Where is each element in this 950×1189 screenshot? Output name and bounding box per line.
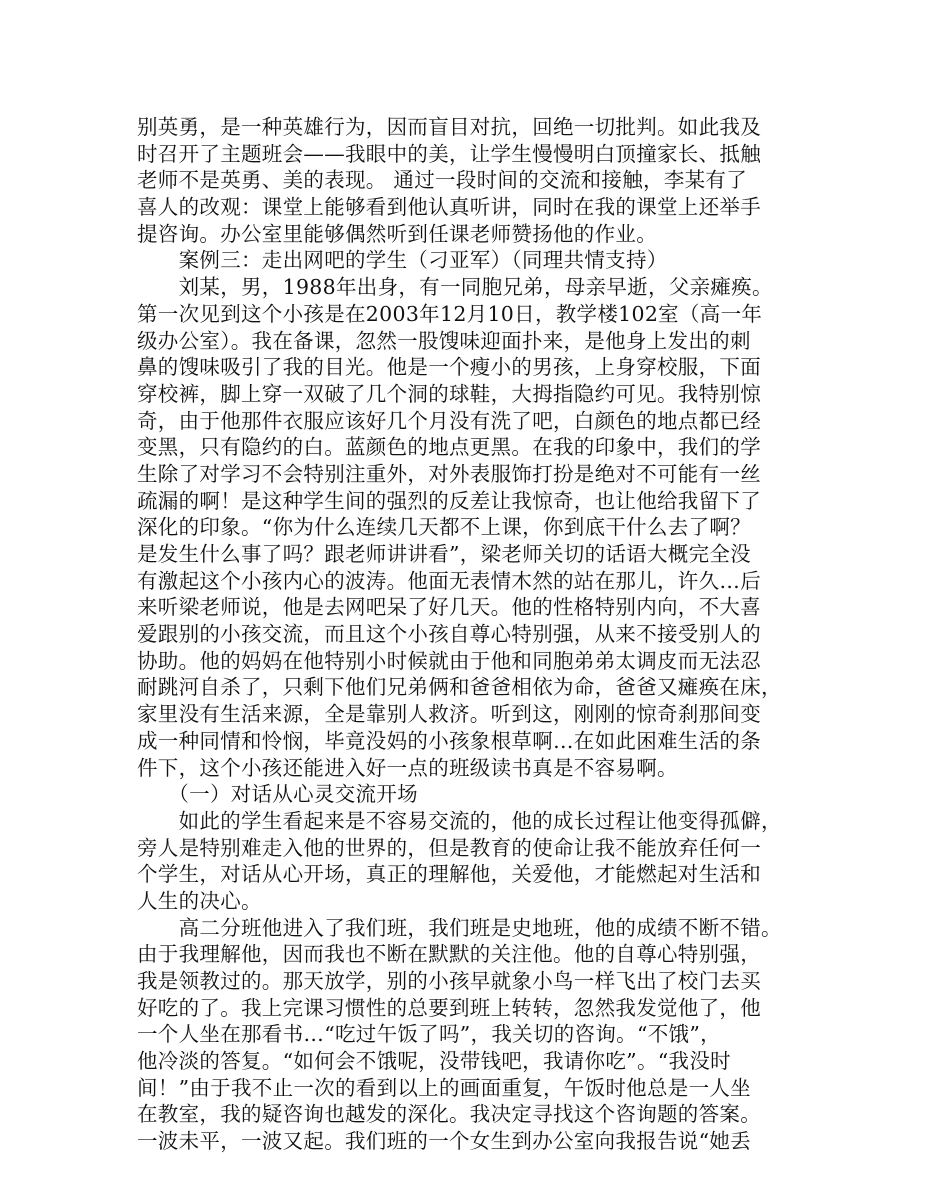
text-line: 爱跟别的小孩交流，而且这个小孩自尊心特别强，从来不接受别人的	[137, 622, 761, 647]
text-line: 第一次见到这个小孩是在2003年12月10日，教学楼102室（高一年	[137, 301, 763, 326]
text-line: 在教室，我的疑咨询也越发的深化。我决定寻找这个咨询题的答案。	[137, 1102, 761, 1127]
text-line: 好吃的了。我上完课习惯性的总要到班上转转，忽然我发觉他了，他	[137, 995, 761, 1020]
text-line: 由于我理解他，因而我也不断在默默的关注他。他的自尊心特别强，	[137, 942, 761, 967]
text-line: 家里没有生活来源，全是靠别人救济。听到这，刚刚的惊奇刹那间变	[137, 702, 761, 727]
text-line: 别英勇，是一种英雄行为，因而盲目对抗，回绝一切批判。如此我及	[137, 115, 761, 139]
text-line: 级办公室）。我在备课，忽然一股馊味迎面扑来，是他身上发出的刺	[137, 328, 751, 353]
text-line: 深化的印象。“你为什么连续几天都不上课，你到底干什么去了啊？	[137, 515, 751, 540]
text-line: 鼻的馊味吸引了我的目光。他是一个瘦小的男孩，上身穿校服，下面	[137, 355, 761, 380]
text-line: 穿校裤，脚上穿一双破了几个洞的球鞋，大拇指隐约可见。我特别惊	[137, 381, 761, 406]
text-line: 如此的学生看起来是不容易交流的，他的成长过程让他变得孤僻，	[137, 808, 782, 833]
text-line: 我是领教过的。那天放学，别的小孩早就象小鸟一样飞出了校门去买	[137, 969, 761, 993]
text-line: 奇，由于他那件衣服应该好几个月没有洗了吧，白颜色的地点都已经	[137, 408, 761, 433]
text-line: 件下，这个小孩还能进入好一点的班级读书真是不容易啊。	[137, 755, 678, 780]
text-line: 刘某，男，1988年出身，有一同胞兄弟，母亲早逝，父亲瘫痪。	[137, 275, 773, 300]
text-line: 协助。他的妈妈在他特别小时候就由于他和同胞弟弟太调皮而无法忍	[137, 648, 761, 673]
document-body	[137, 114, 837, 1155]
text-line: 变黑，只有隐约的白。蓝颜色的地点更黑。在我的印象中，我们的学	[137, 435, 761, 460]
text-line: 高二分班他进入了我们班，我们班是史地班，他的成绩不断不错。	[137, 915, 782, 940]
text-line: 有激起这个小孩内心的波涛。他面无表情木然的站在那儿，许久…后	[137, 568, 761, 593]
text-line: 耐跳河自杀了，只剩下他们兄弟俩和爸爸相依为命，爸爸又瘫痪在床，	[137, 675, 782, 700]
text-line: 疏漏的啊！是这种学生间的强烈的反差让我惊奇，也让他给我留下了	[137, 488, 761, 513]
text-line: 人生的决心。	[137, 888, 262, 913]
text-line: 成一种同情和怜悯，毕竟没妈的小孩象根草啊…在如此困难生活的条	[137, 728, 761, 753]
text-line: 老师不是英勇、美的表现。 通过一段时间的交流和接触，李某有了	[137, 168, 748, 193]
text-line: 个学生，对话从心开场，真正的理解他，关爱他，才能燃起对生活和	[137, 862, 761, 887]
text-line: 提咨询。办公室里能够偶然听到任课老师赞扬他的作业。	[137, 221, 657, 246]
text-line: 他冷淡的答复。“如何会不饿呢，没带钱吧，我请你吃”。“我没时	[137, 1049, 731, 1074]
section-heading: （一）对话从心灵交流开场	[137, 782, 418, 807]
text-line: 是发生什么事了吗？跟老师讲讲看”，梁老师关切的话语大概完全没	[137, 542, 751, 566]
text-line: 一个人坐在那看书…“吃过午饭了吗”，我关切的咨询。“不饿”，	[137, 1022, 721, 1047]
text-line: 旁人是特别难走入他的世界的，但是教育的使命让我不能放弃任何一	[137, 835, 761, 860]
case-heading: 案例三：走出网吧的学生（刁亚军）（同理共情支持）	[137, 248, 668, 273]
text-line: 时召开了主题班会——我眼中的美，让学生慢慢明白顶撞家长、抵触	[137, 141, 761, 166]
text-line: 来听梁老师说，他是去网吧呆了好几天。他的性格特别内向，不大喜	[137, 595, 761, 620]
text-line: 一波未平，一波又起。我们班的一个女生到办公室向我报告说“她丢	[137, 1129, 751, 1154]
text-line: 生除了对学习不会特别注重外，对外表服饰打扮是绝对不可能有一丝	[137, 461, 761, 486]
text-line: 间！”由于我不止一次的看到以上的画面重复，午饭时他总是一人坐	[137, 1075, 751, 1100]
text-line: 喜人的改观：课堂上能够看到他认真听讲，同时在我的课堂上还举手	[137, 195, 761, 220]
